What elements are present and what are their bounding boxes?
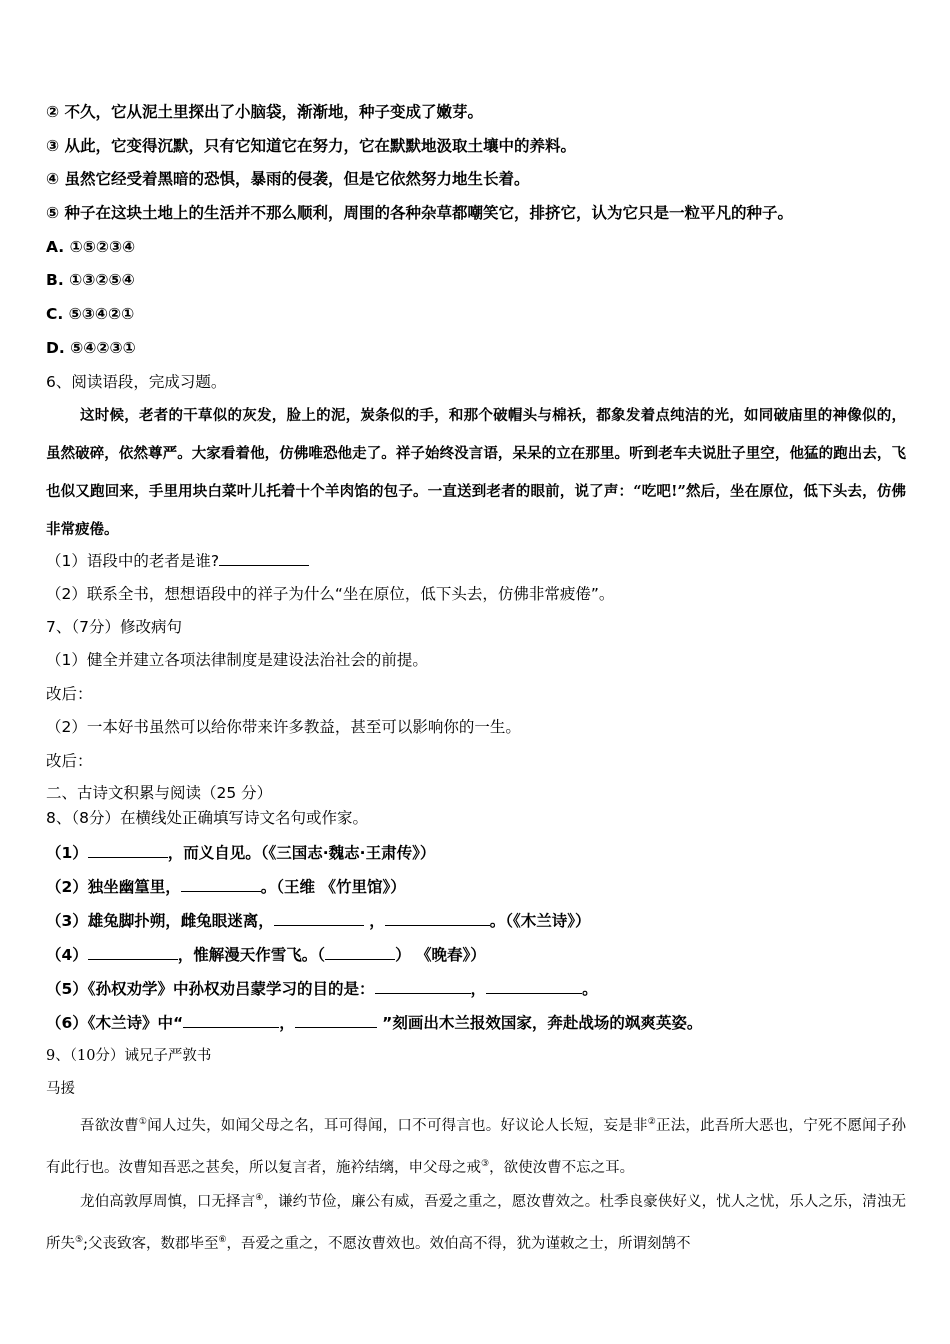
q6-passage: 这时候，老者的干草似的灰发，脸上的泥，炭条似的手，和那个破帽头与棉袄，都象发着点纯洁的光，如同破庙里的神像似的，虽然破碎，依然尊严。大家看着他，仿佛唯恐他走了。祥子始终没言语，呆呆的立在那里。听到老车夫说肚子里空，他猛的跑出去，飞也似又跑回来，手里用块白菜叶儿托着十个羊肉馅的包子。一直送到老者的眼前，说了声：“吃吧!”然后，坐在原位，低下头去，仿佛非常疲倦。 bbox=[46, 407, 906, 538]
q8-line4-mid: ，惟解漫天作雪飞。（ bbox=[177, 946, 326, 964]
q9-p1-c: 正法，此吾所大恶也，宁死不愿闻子孙有此行也。汝曹知吾恶之甚矣，所以复言者，施衿结缡，申父母之戒 bbox=[46, 1117, 907, 1176]
q8-line5-pre: （5）《孙权劝学》中孙权劝吕蒙学习的目的是： bbox=[46, 980, 375, 998]
q8-line5-blank-1[interactable] bbox=[375, 978, 471, 994]
q9-p1-d: ，欲使汝曹不忘之耳。 bbox=[489, 1159, 635, 1176]
q8-line6-pre: （6）《木兰诗》中“ bbox=[46, 1014, 184, 1032]
q8-line5 bbox=[46, 978, 598, 999]
q9-p2-b: ，谦约节俭，廉公有威，吾爱之重之，愿汝曹效之。杜季良豪侠好义，忧人之忧，乐人之乐，清浊无所失 bbox=[46, 1193, 907, 1252]
q8-line6-blank-1[interactable] bbox=[183, 1012, 279, 1028]
q9-paragraph-2 bbox=[46, 1179, 906, 1263]
q5-option-b: B. ①③②⑤④ bbox=[46, 271, 135, 289]
q8-line3-post: 。（《木兰诗》） bbox=[489, 912, 591, 930]
q5-sentence-2: ② 不久，它从泥土里探出了小脑袋，渐渐地，种子变成了嫩芽。 bbox=[46, 103, 484, 121]
q8-line5-blank-2[interactable] bbox=[486, 978, 582, 994]
q6-sub1-text: （1）语段中的老者是谁? bbox=[46, 552, 220, 570]
q7-after2: 改后： bbox=[46, 752, 93, 770]
q8-line4-blank-1[interactable] bbox=[88, 944, 178, 960]
q8-line4-pre: （4） bbox=[46, 946, 88, 964]
q5-sentence-4: ④ 虽然它经受着黑暗的恐惧，暴雨的侵袭，但是它依然努力地生长着。 bbox=[46, 170, 530, 188]
q9-p2-c: ;父丧致客，数郡毕至 bbox=[83, 1235, 219, 1252]
q8-title: 8、（8分）在横线处正确填写诗文名句或作家。 bbox=[46, 809, 368, 827]
q5-option-c: C. ⑤③④②① bbox=[46, 305, 135, 323]
q9-title: 9、（10分）诫兄子严敦书 bbox=[46, 1048, 212, 1064]
q8-line2 bbox=[46, 876, 406, 897]
q8-line4-post: ） 《晚春》） bbox=[395, 946, 486, 964]
q8-line4-blank-2[interactable] bbox=[325, 944, 395, 960]
q7-after1: 改后： bbox=[46, 685, 93, 703]
footnote-3: ③ bbox=[481, 1158, 490, 1169]
q9-p1-a: 吾欲汝曹 bbox=[80, 1117, 139, 1134]
q8-line1-post: ，而义自见。（《三国志·魏志·王肃传》） bbox=[167, 844, 436, 862]
q7-title: 7、（7分）修改病句 bbox=[46, 618, 182, 636]
q9-author: 马援 bbox=[46, 1081, 75, 1097]
q8-line5-mid: ， bbox=[470, 980, 487, 998]
q9-p1-b: 闻人过失，如闻父母之名，耳可得闻，口不可得言也。好议论人长短，妄是非 bbox=[147, 1117, 648, 1134]
q8-line6 bbox=[46, 1012, 702, 1033]
q8-line1 bbox=[46, 842, 435, 863]
q8-line5-post: 。 bbox=[582, 980, 598, 998]
footnote-1: ① bbox=[138, 1117, 148, 1127]
section-2-heading: 二、古诗文积累与阅读（25 分） bbox=[46, 784, 273, 802]
q6-sub1 bbox=[46, 550, 309, 571]
q8-line3-blank-2[interactable] bbox=[385, 910, 490, 926]
q8-line1-blank[interactable] bbox=[88, 842, 168, 858]
q8-line6-mid: ， bbox=[279, 1014, 295, 1032]
q6-sub1-answer-blank[interactable] bbox=[219, 550, 309, 566]
q5-option-a: A. ①⑤②③④ bbox=[46, 238, 136, 256]
q8-line1-pre: （1） bbox=[46, 844, 88, 862]
q5-sentence-3: ③ 从此，它变得沉默，只有它知道它在努力，它在默默地汲取土壤中的养料。 bbox=[46, 137, 577, 155]
q9-p2-d: ，吾爱之重之，不愿汝曹效也。效伯高不得，犹为谨敕之士，所谓刻鹄不 bbox=[226, 1235, 691, 1252]
q8-line6-post: ”刻画出木兰报效国家，奔赴战场的飒爽英姿。 bbox=[376, 1014, 703, 1032]
q5-sentence-5: ⑤ 种子在这块土地上的生活并不那么顺利，周围的各种杂草都嘲笑它，排挤它，认为它只是一粒平凡的种子。 bbox=[46, 204, 794, 222]
q8-line2-post: 。（王维 《竹里馆》） bbox=[260, 878, 406, 896]
footnote-5: ⑤ bbox=[75, 1234, 84, 1245]
q5-option-d: D. ⑤④②③① bbox=[46, 339, 136, 357]
q8-line2-pre: （2）独坐幽篁里， bbox=[46, 878, 181, 896]
q8-line3 bbox=[46, 910, 590, 931]
footnote-2: ② bbox=[647, 1117, 656, 1127]
q8-line3-blank-1[interactable] bbox=[274, 910, 364, 926]
q7-sub2: （2）一本好书虽然可以给你带来许多教益，甚至可以影响你的一生。 bbox=[46, 718, 521, 736]
q9-p2-a: 龙伯高敦厚周慎，口无择言 bbox=[80, 1193, 256, 1210]
q8-line6-blank-2[interactable] bbox=[295, 1012, 377, 1028]
q8-line3-pre: （3）雄兔脚扑朔，雌兔眼迷离， bbox=[46, 912, 274, 930]
q8-line2-blank[interactable] bbox=[181, 876, 261, 892]
footnote-6: ⑥ bbox=[218, 1234, 227, 1245]
q8-line4 bbox=[46, 944, 486, 965]
q6-sub2: （2）联系全书，想想语段中的祥子为什么“坐在原位，低下头去，仿佛非常疲倦”。 bbox=[46, 585, 615, 603]
q8-line3-mid: ， bbox=[363, 912, 385, 930]
q6-title: 6、阅读语段，完成习题。 bbox=[46, 373, 227, 391]
q7-sub1: （1）健全并建立各项法律制度是建设法治社会的前提。 bbox=[46, 651, 428, 669]
footnote-4: ④ bbox=[255, 1193, 264, 1203]
q9-paragraph-1 bbox=[46, 1103, 906, 1187]
